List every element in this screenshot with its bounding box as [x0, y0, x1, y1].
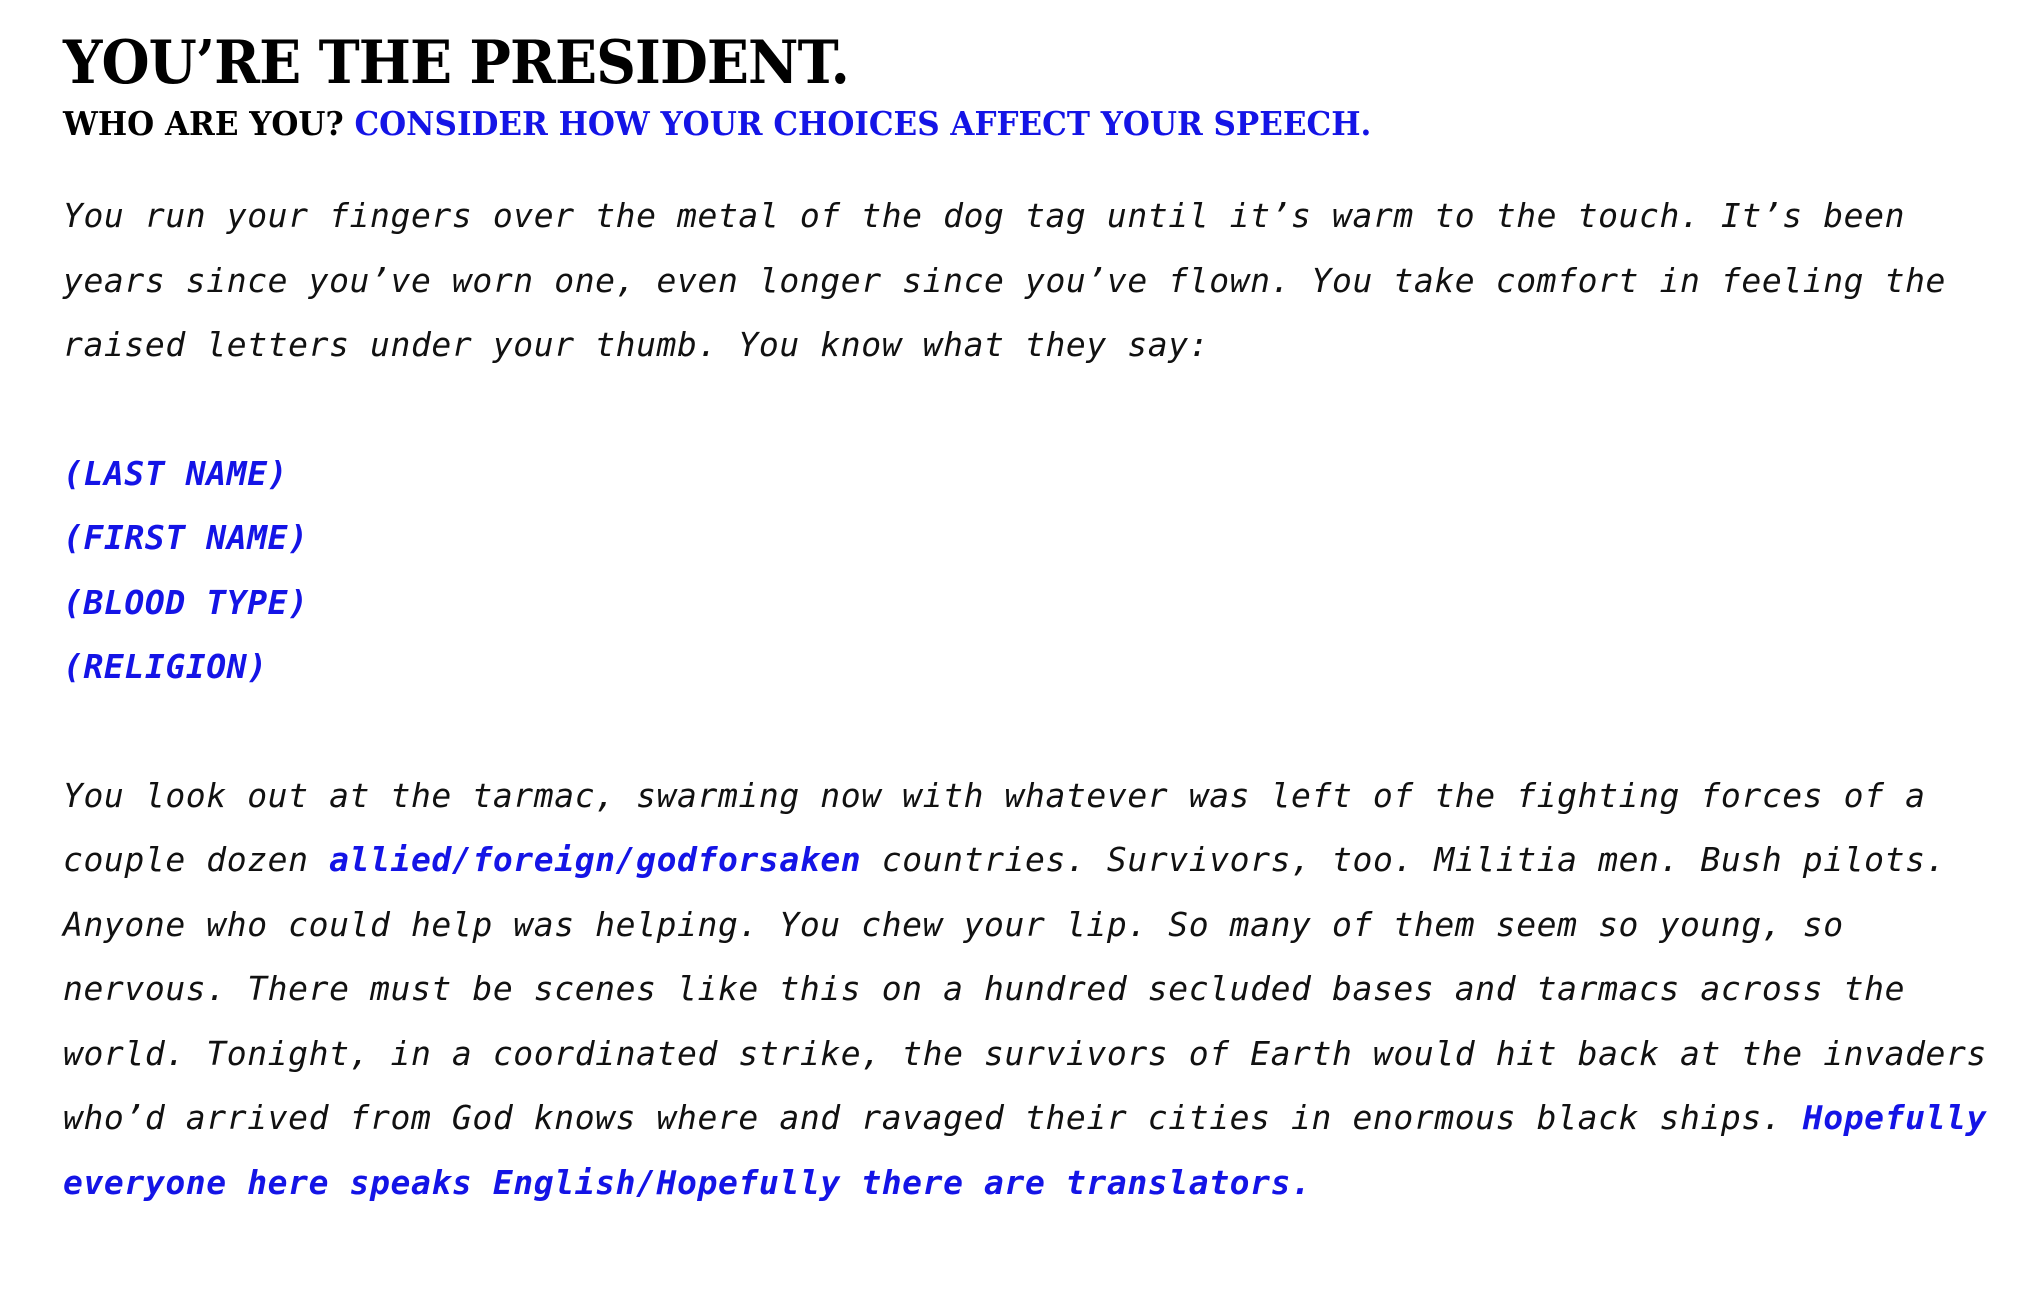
subtitle-question: WHO ARE YOU? [63, 104, 344, 143]
paragraph-dog-tag: You run your fingers over the metal of the dog tag until it’s warm to the touch. It’s been years since you’ve worn one, even longer since you’ve flown. You take comfort in feeling the raised letters under your thumb. You know what they say: [63, 196, 1947, 364]
page-title: YOU’RE THE PRESIDENT. [63, 28, 849, 98]
tarmac-text-part1: You look out at the tarmac, swarming now with whatever was left of the fighting forces of a couple dozen [63, 775, 1926, 879]
dog-tag-fields [63, 442, 2003, 700]
first-name-choice[interactable]: (FIRST NAME) [63, 518, 309, 557]
tarmac-text-part2: countries. Survivors, too. Militia men. Bush pilots. Anyone who could help was helping. You chew your lip. So many of them seem so young, so nervous. There must be scenes like this on a hundred secluded bases and tarmacs across the world. Tonight, in a coordinated strike, the survivors of Earth would hit back at the invaders who’d arrived from God knows where and ravaged their cities in enormous black ships. [63, 840, 1987, 1137]
religion-choice[interactable]: (RELIGION) [63, 647, 268, 686]
subtitle-hint: CONSIDER HOW YOUR CHOICES AFFECT YOUR SPEECH. [354, 104, 1372, 143]
countries-choice[interactable]: allied/foreign/godforsaken [329, 840, 862, 879]
language-choice[interactable]: Hopefully everyone here speaks English/Hopefully there are translators. [63, 1098, 1987, 1202]
paragraph-tarmac [63, 764, 2003, 1216]
last-name-choice[interactable]: (LAST NAME) [63, 453, 289, 493]
story-page [63, 30, 2003, 1215]
blood-type-choice[interactable]: (BLOOD TYPE) [63, 582, 309, 622]
subtitle [63, 102, 1887, 146]
